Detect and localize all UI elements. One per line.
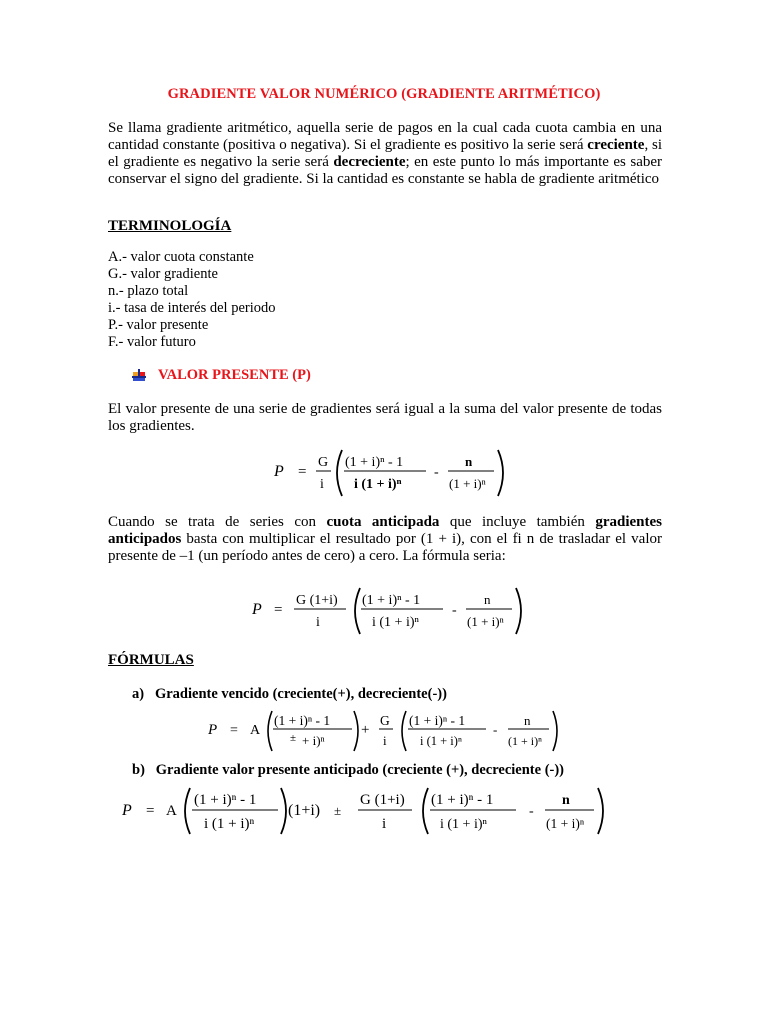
svg-text:i (1 + i)ⁿ: i (1 + i)ⁿ	[420, 734, 462, 748]
list-item: A.- valor cuota constante	[108, 249, 254, 265]
svg-text:P: P	[274, 463, 284, 480]
svg-text:i (1 + i)ⁿ: i (1 + i)ⁿ	[354, 477, 402, 492]
svg-text:(1 + i)ⁿ - 1: (1 + i)ⁿ - 1	[362, 593, 421, 608]
svg-text:n: n	[465, 454, 473, 469]
svg-text:P: P	[252, 601, 262, 618]
list-item: P.- valor presente	[108, 316, 209, 333]
svg-text:+: +	[361, 722, 370, 738]
svg-text:-: -	[434, 465, 439, 480]
formula-a	[204, 708, 566, 754]
svg-text:(1 + i)ⁿ: (1 + i)ⁿ	[546, 816, 585, 831]
terminology-list	[108, 249, 276, 350]
formula-b	[118, 784, 612, 838]
colored-bullet-icon	[132, 369, 146, 381]
svg-text:n: n	[524, 713, 531, 728]
svg-text:(1 + i)ⁿ - 1: (1 + i)ⁿ - 1	[194, 792, 257, 808]
present-value-heading: VALOR PRESENTE (P)	[158, 367, 311, 383]
svg-text:-: -	[493, 722, 498, 737]
list-item: n.- plazo total	[108, 282, 189, 299]
svg-text:=: =	[146, 803, 155, 819]
svg-text:=: =	[298, 464, 307, 480]
svg-text:(1+i): (1+i)	[288, 802, 321, 819]
list-item: G.- valor gradiente	[108, 265, 218, 282]
svg-text:n: n	[562, 793, 570, 808]
svg-text:(1 + i)ⁿ: (1 + i)ⁿ	[508, 734, 542, 748]
anticipated-paragraph: Cuando se trata de series con cuota anticipada que incluye también gradientes anticipados basta con multiplicar el resultado por (1 + i), con el fi n de trasladar el valor presente de –1 (un período antes de cero) a cero. La fórmula seria:	[108, 514, 662, 564]
list-item: i.- tasa de interés del periodo	[108, 299, 276, 316]
svg-text:=: =	[274, 602, 283, 618]
present-value-paragraph: El valor presente de una serie de gradientes será igual a la suma del valor presente de todas los gradientes.	[108, 401, 662, 434]
list-item: F.- valor futuro	[108, 333, 196, 350]
svg-text:(1 + i)ⁿ - 1: (1 + i)ⁿ - 1	[274, 713, 331, 728]
svg-text:i (1 + i)ⁿ: i (1 + i)ⁿ	[372, 615, 419, 630]
svg-text:-: -	[452, 603, 457, 618]
svg-text:G (1+i): G (1+i)	[360, 792, 405, 808]
svg-text:G: G	[318, 455, 329, 470]
svg-text:-: -	[529, 804, 534, 819]
svg-text:(1 + i)ⁿ: (1 + i)ⁿ	[467, 614, 504, 629]
svg-text:n: n	[484, 592, 491, 607]
formula-a-heading: a) Gradiente vencido (creciente(+), decreciente(-))	[132, 686, 447, 702]
svg-text:(1 + i)ⁿ - 1: (1 + i)ⁿ - 1	[431, 792, 494, 808]
svg-text:+ i)ⁿ: + i)ⁿ	[302, 733, 325, 748]
svg-text:i: i	[382, 816, 387, 832]
svg-text:A: A	[250, 723, 261, 738]
svg-text:(1 + i)ⁿ - 1: (1 + i)ⁿ - 1	[345, 455, 404, 470]
formulas-heading: FÓRMULAS	[108, 652, 194, 668]
svg-text:P: P	[122, 802, 132, 819]
svg-text:i (1 + i)ⁿ: i (1 + i)ⁿ	[204, 816, 255, 832]
svg-text:(1 + i)ⁿ - 1: (1 + i)ⁿ - 1	[409, 713, 466, 728]
formula-present-value	[268, 446, 518, 500]
svg-text:A: A	[166, 803, 177, 819]
svg-text:G (1+i): G (1+i)	[296, 593, 338, 608]
page-title: GRADIENTE VALOR NUMÉRICO (GRADIENTE ARITMÉTICO)	[167, 86, 601, 102]
svg-text:±: ±	[290, 732, 297, 744]
svg-text:i: i	[320, 477, 324, 492]
svg-text:G: G	[380, 713, 390, 728]
formula-b-heading: b) Gradiente valor presente anticipado (creciente (+), decreciente (-))	[132, 762, 565, 778]
svg-text:i (1 + i)ⁿ: i (1 + i)ⁿ	[440, 817, 487, 832]
svg-text:(1 + i)ⁿ: (1 + i)ⁿ	[449, 476, 486, 491]
svg-text:±: ±	[334, 803, 342, 818]
terminology-heading: TERMINOLOGÍA	[108, 218, 232, 234]
intro-paragraph: Se llama gradiente aritmético, aquella serie de pagos en la cual cada cuota cambia en una cantidad constante (positiva o negativa). Si el gradiente es positivo la serie será creciente, si el gradiente es negativo la serie será decreciente; en este punto lo más importante es saber conservar el signo del gradiente. Si la cantidad es constante se habla de gradiente aritmético	[108, 120, 662, 187]
svg-text:P: P	[208, 722, 218, 738]
formula-anticipated	[248, 584, 538, 638]
svg-text:i: i	[316, 615, 320, 630]
svg-text:=: =	[230, 723, 238, 738]
svg-text:i: i	[383, 733, 387, 748]
